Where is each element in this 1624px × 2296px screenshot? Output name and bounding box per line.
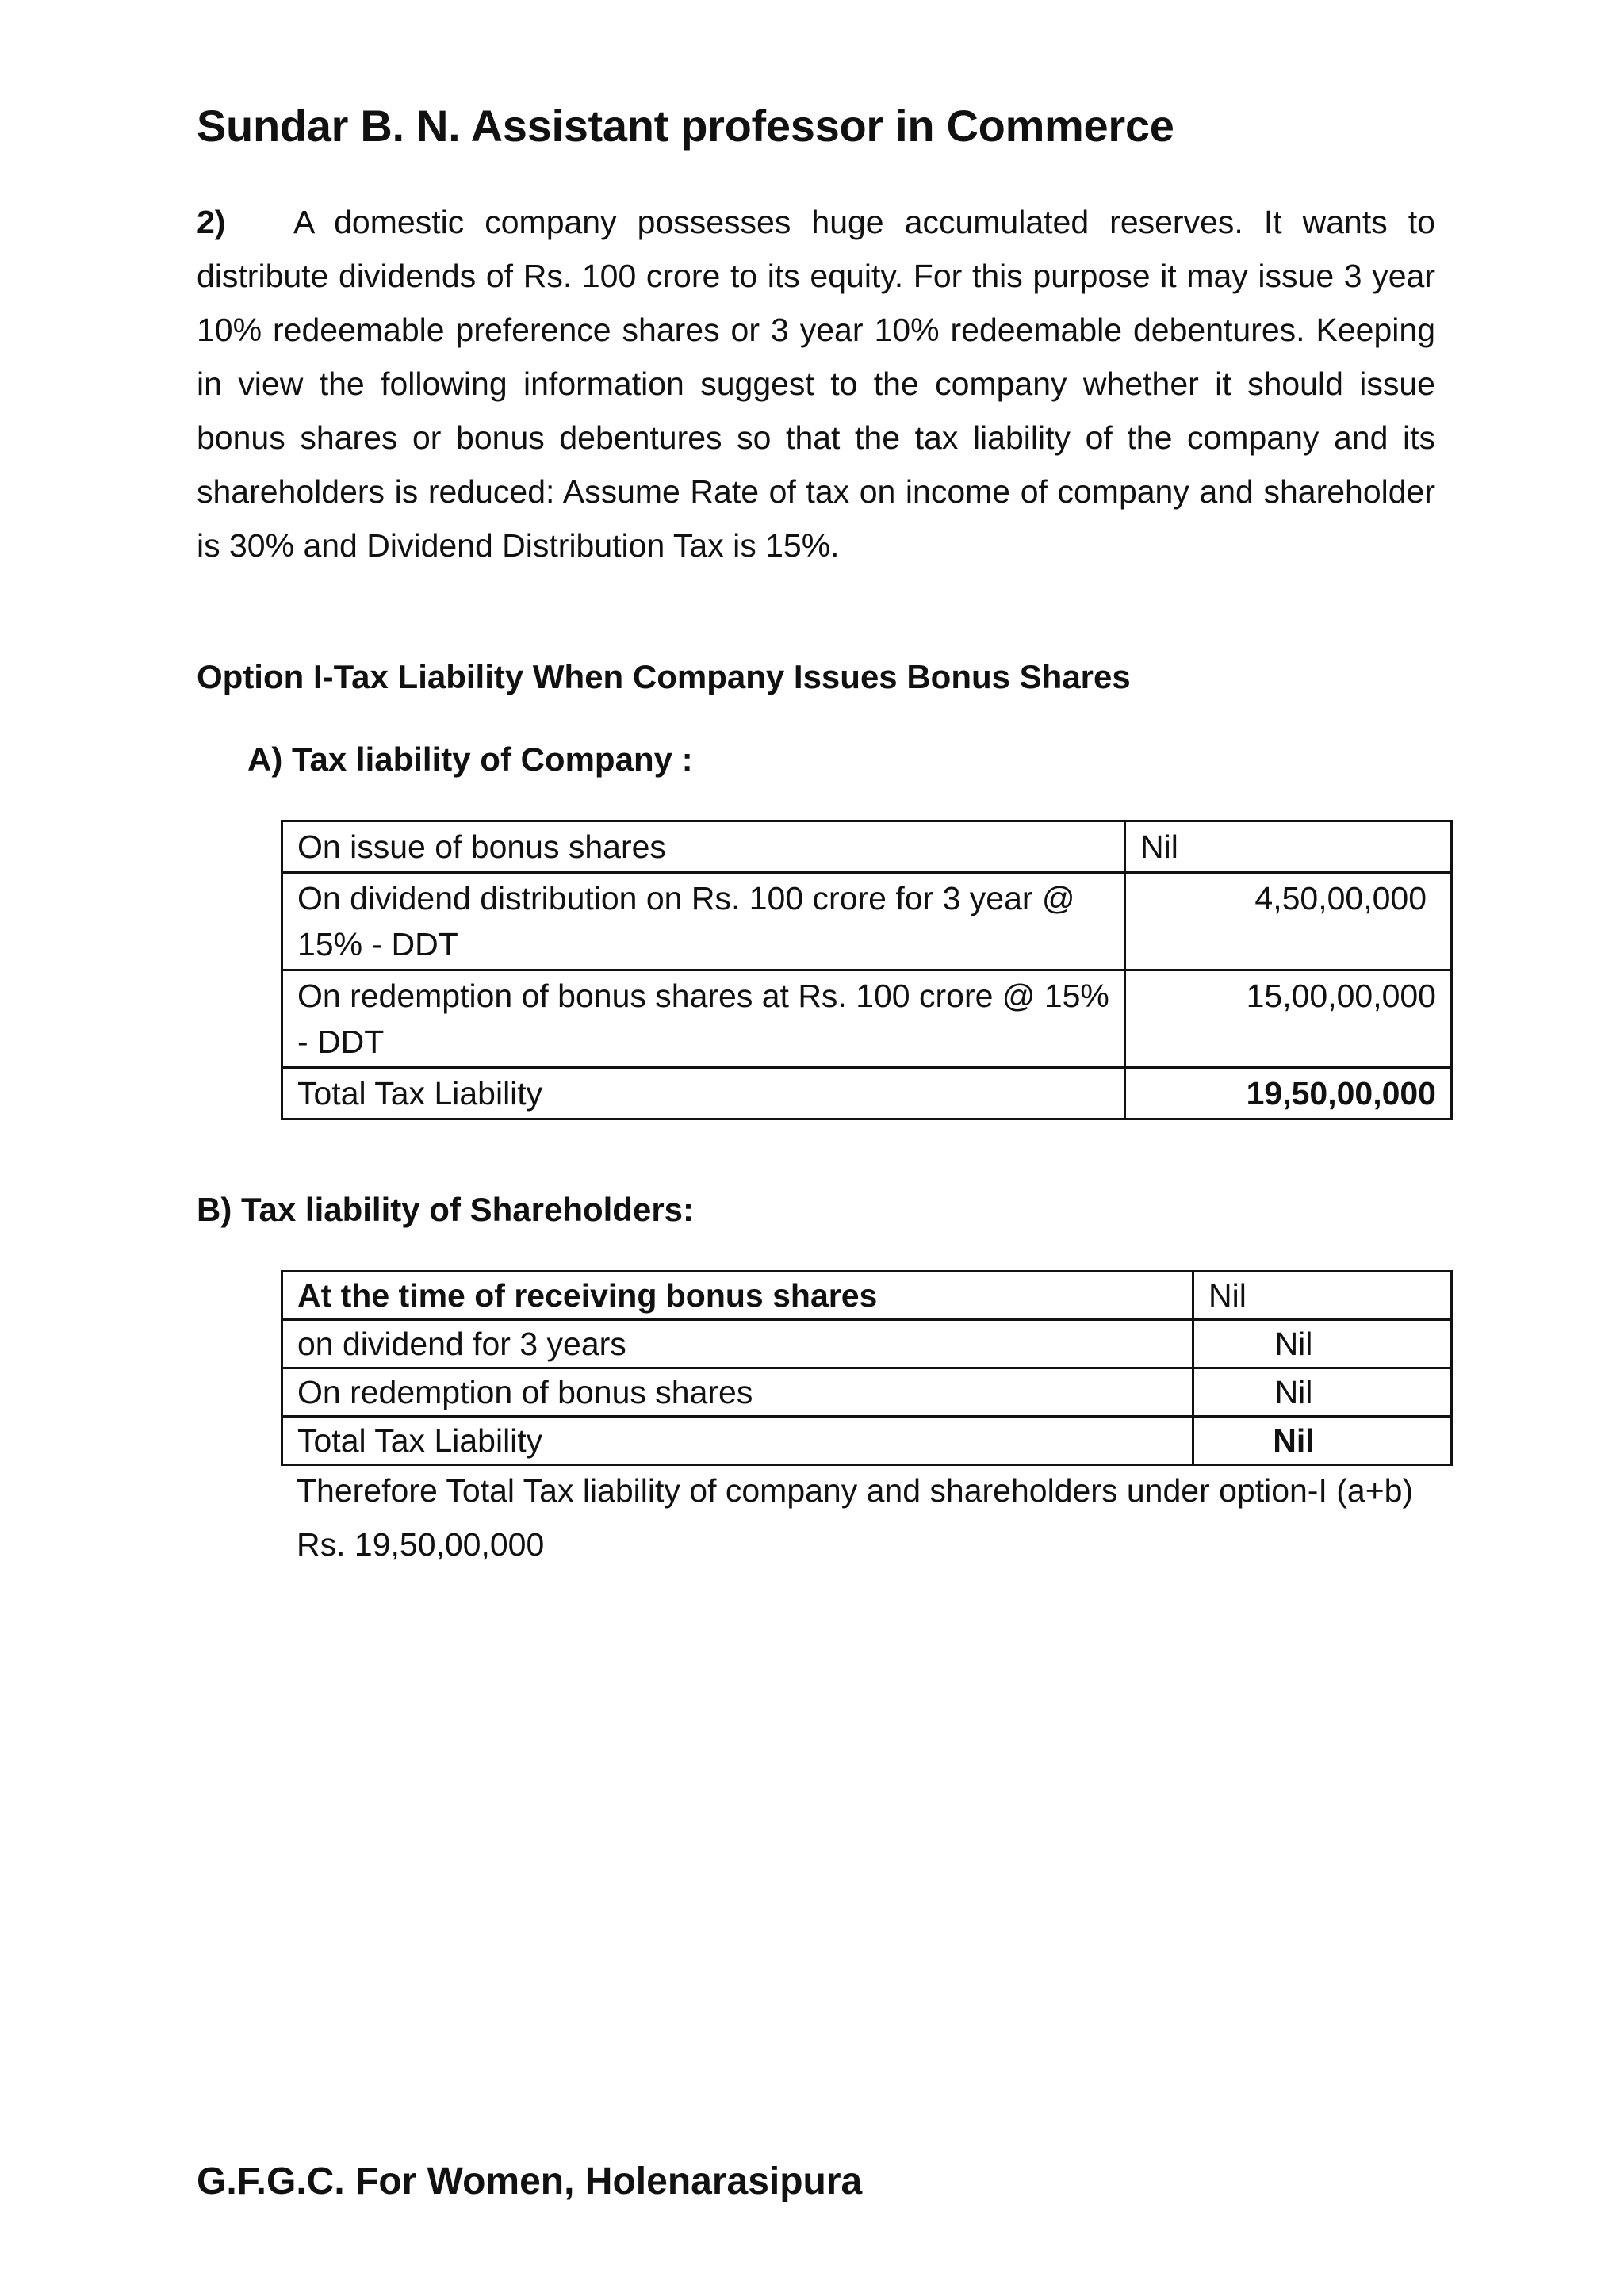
table-row (282, 1368, 1452, 1417)
row-amount: Nil (1193, 1368, 1452, 1417)
row-amount: Nil (1125, 821, 1452, 873)
table-row (282, 1320, 1452, 1368)
row-description: On dividend distribution on Rs. 100 crore for 3 year @ 15% - DDT (282, 873, 1125, 970)
conclusion-text: Therefore Total Tax liability of company and shareholders under option-I (a+b) Rs. 19,50,00,000 (297, 1472, 1414, 1563)
total-amount: 19,50,00,000 (1125, 1068, 1452, 1119)
option-heading: Option I-Tax Liability When Company Issues Bonus Shares (197, 658, 1131, 695)
total-label: Total Tax Liability (282, 1068, 1125, 1119)
table-row (282, 873, 1452, 970)
row-amount: Nil (1193, 1272, 1452, 1320)
row-description: On redemption of bonus shares at Rs. 100 crore @ 15% - DDT (282, 970, 1125, 1068)
question-number: 2) (197, 204, 226, 240)
row-description: on dividend for 3 years (282, 1320, 1193, 1368)
page-header-title: Sundar B. N. Assistant professor in Commerce (197, 101, 1174, 151)
table-row (282, 970, 1452, 1068)
row-description: At the time of receiving bonus shares (282, 1272, 1193, 1320)
row-amount: 15,00,00,000 (1125, 970, 1452, 1068)
company-tax-table (281, 820, 1453, 1120)
total-amount: Nil (1193, 1417, 1452, 1465)
total-label: Total Tax Liability (282, 1417, 1193, 1465)
row-amount: 4,50,00,000 (1125, 873, 1452, 970)
page-footer: G.F.G.C. For Women, Holenarasipura (197, 2160, 863, 2202)
table-row (282, 821, 1452, 873)
question-paragraph (197, 195, 1435, 572)
company-liability-heading: A) Tax liability of Company : (247, 740, 693, 778)
shareholder-liability-heading: B) Tax liability of Shareholders: (197, 1191, 695, 1228)
table-row (282, 1068, 1452, 1119)
row-description: On issue of bonus shares (282, 821, 1125, 873)
row-description: On redemption of bonus shares (282, 1368, 1193, 1417)
table-row (282, 1272, 1452, 1320)
table-row (282, 1417, 1452, 1465)
shareholder-tax-table (281, 1270, 1453, 1466)
row-amount: Nil (1193, 1320, 1452, 1368)
question-text: A domestic company possesses huge accumulated reserves. It wants to distribute dividends of Rs. 100 crore to its equity. For this purpose it may issue 3 year 10% redeemable preference shares or 3 year 10% redeemable debentures. Keeping in view the following information suggest to the company whether it should issue bonus shares or bonus debentures so that the tax liability of the company and its shareholders is reduced: Assume Rate of tax on income of company and shareholder is 30% and Dividend Distribution Tax is 15%. (197, 204, 1435, 564)
